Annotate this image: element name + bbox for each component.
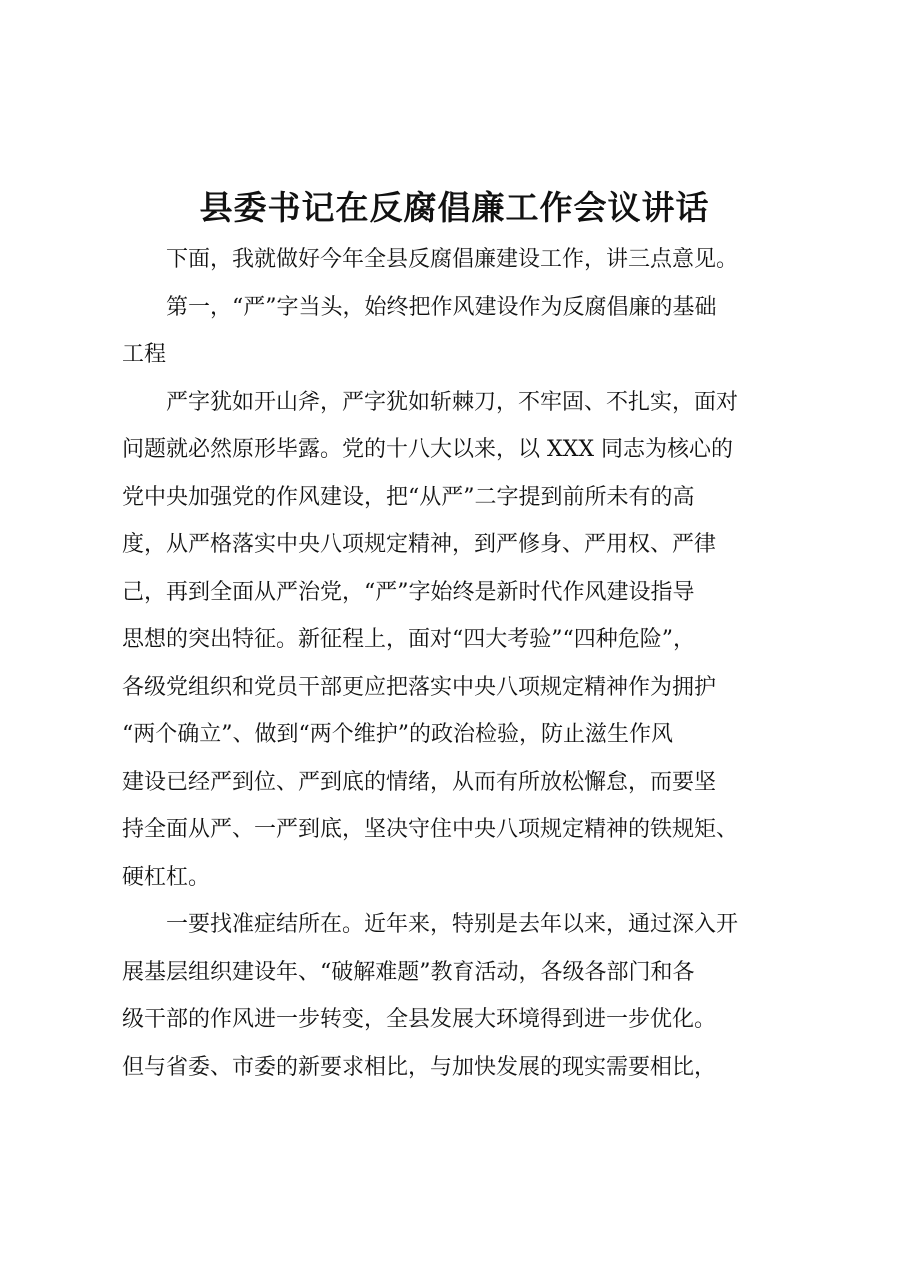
paragraph-line: “两个确立”、做到“两个维护”的政治检验，防止滋生作风 <box>122 722 673 747</box>
paragraph-line: 思想的突出特征。新征程上，面对“四大考验”“四种危险”， <box>122 627 695 652</box>
paragraph-line: 但与省委、市委的新要求相比，与加快发展的现实需要相比， <box>122 1054 717 1080</box>
paragraph-line: 硬杠杠。 <box>122 864 211 890</box>
paragraph-line: 工程 <box>122 342 167 367</box>
document-title: 县委书记在反腐倡廉工作会议讲话 <box>199 188 710 227</box>
paragraph-intro <box>122 236 802 284</box>
paragraph-line: 党中央加强党的作风建设，把“从严”二字提到前所未有的高 <box>122 484 695 510</box>
paragraph-line: 己，再到全面从严治党，“严”字始终是新时代作风建设指导 <box>122 579 695 605</box>
paragraph-line: 建设已经严到位、严到底的情绪，从而有所放松懈怠，而要坚 <box>122 769 717 795</box>
paragraph-line: 下面，我就做好今年全县反腐倡廉建设工作，讲三点意见。 <box>166 247 739 272</box>
paragraph-line: 严字犹如开山斧，严字犹如斩棘刀，不牢固、不扎实，面对 <box>166 389 739 415</box>
paragraph-line: 第一，“严”字当头，始终把作风建设作为反腐倡廉的基础 <box>166 294 717 320</box>
document-body <box>122 236 802 1091</box>
paragraph-line: 级干部的作风进一步转变，全县发展大环境得到进一步优化。 <box>122 1007 717 1032</box>
paragraph-find-the-crux <box>122 901 802 1091</box>
paragraph-line: 一要找准症结所在。近年来，特别是去年以来，通过深入开 <box>166 912 739 937</box>
paragraph-section-one-heading <box>122 284 802 379</box>
paragraph-line: 问题就必然原形毕露。党的十八大以来，以 XXX 同志为核心的 <box>122 437 733 462</box>
paragraph-line: 各级党组织和党员干部更应把落实中央八项规定精神作为拥护 <box>122 674 717 700</box>
paragraph-line: 持全面从严、一严到底，坚决守住中央八项规定精神的铁规矩、 <box>122 817 739 842</box>
paragraph-strictness <box>122 379 802 902</box>
paragraph-line: 度，从严格落实中央八项规定精神，到严修身、严用权、严律 <box>122 532 717 557</box>
paragraph-line: 展基层组织建设年、“破解难题”教育活动，各级各部门和各 <box>122 959 695 985</box>
